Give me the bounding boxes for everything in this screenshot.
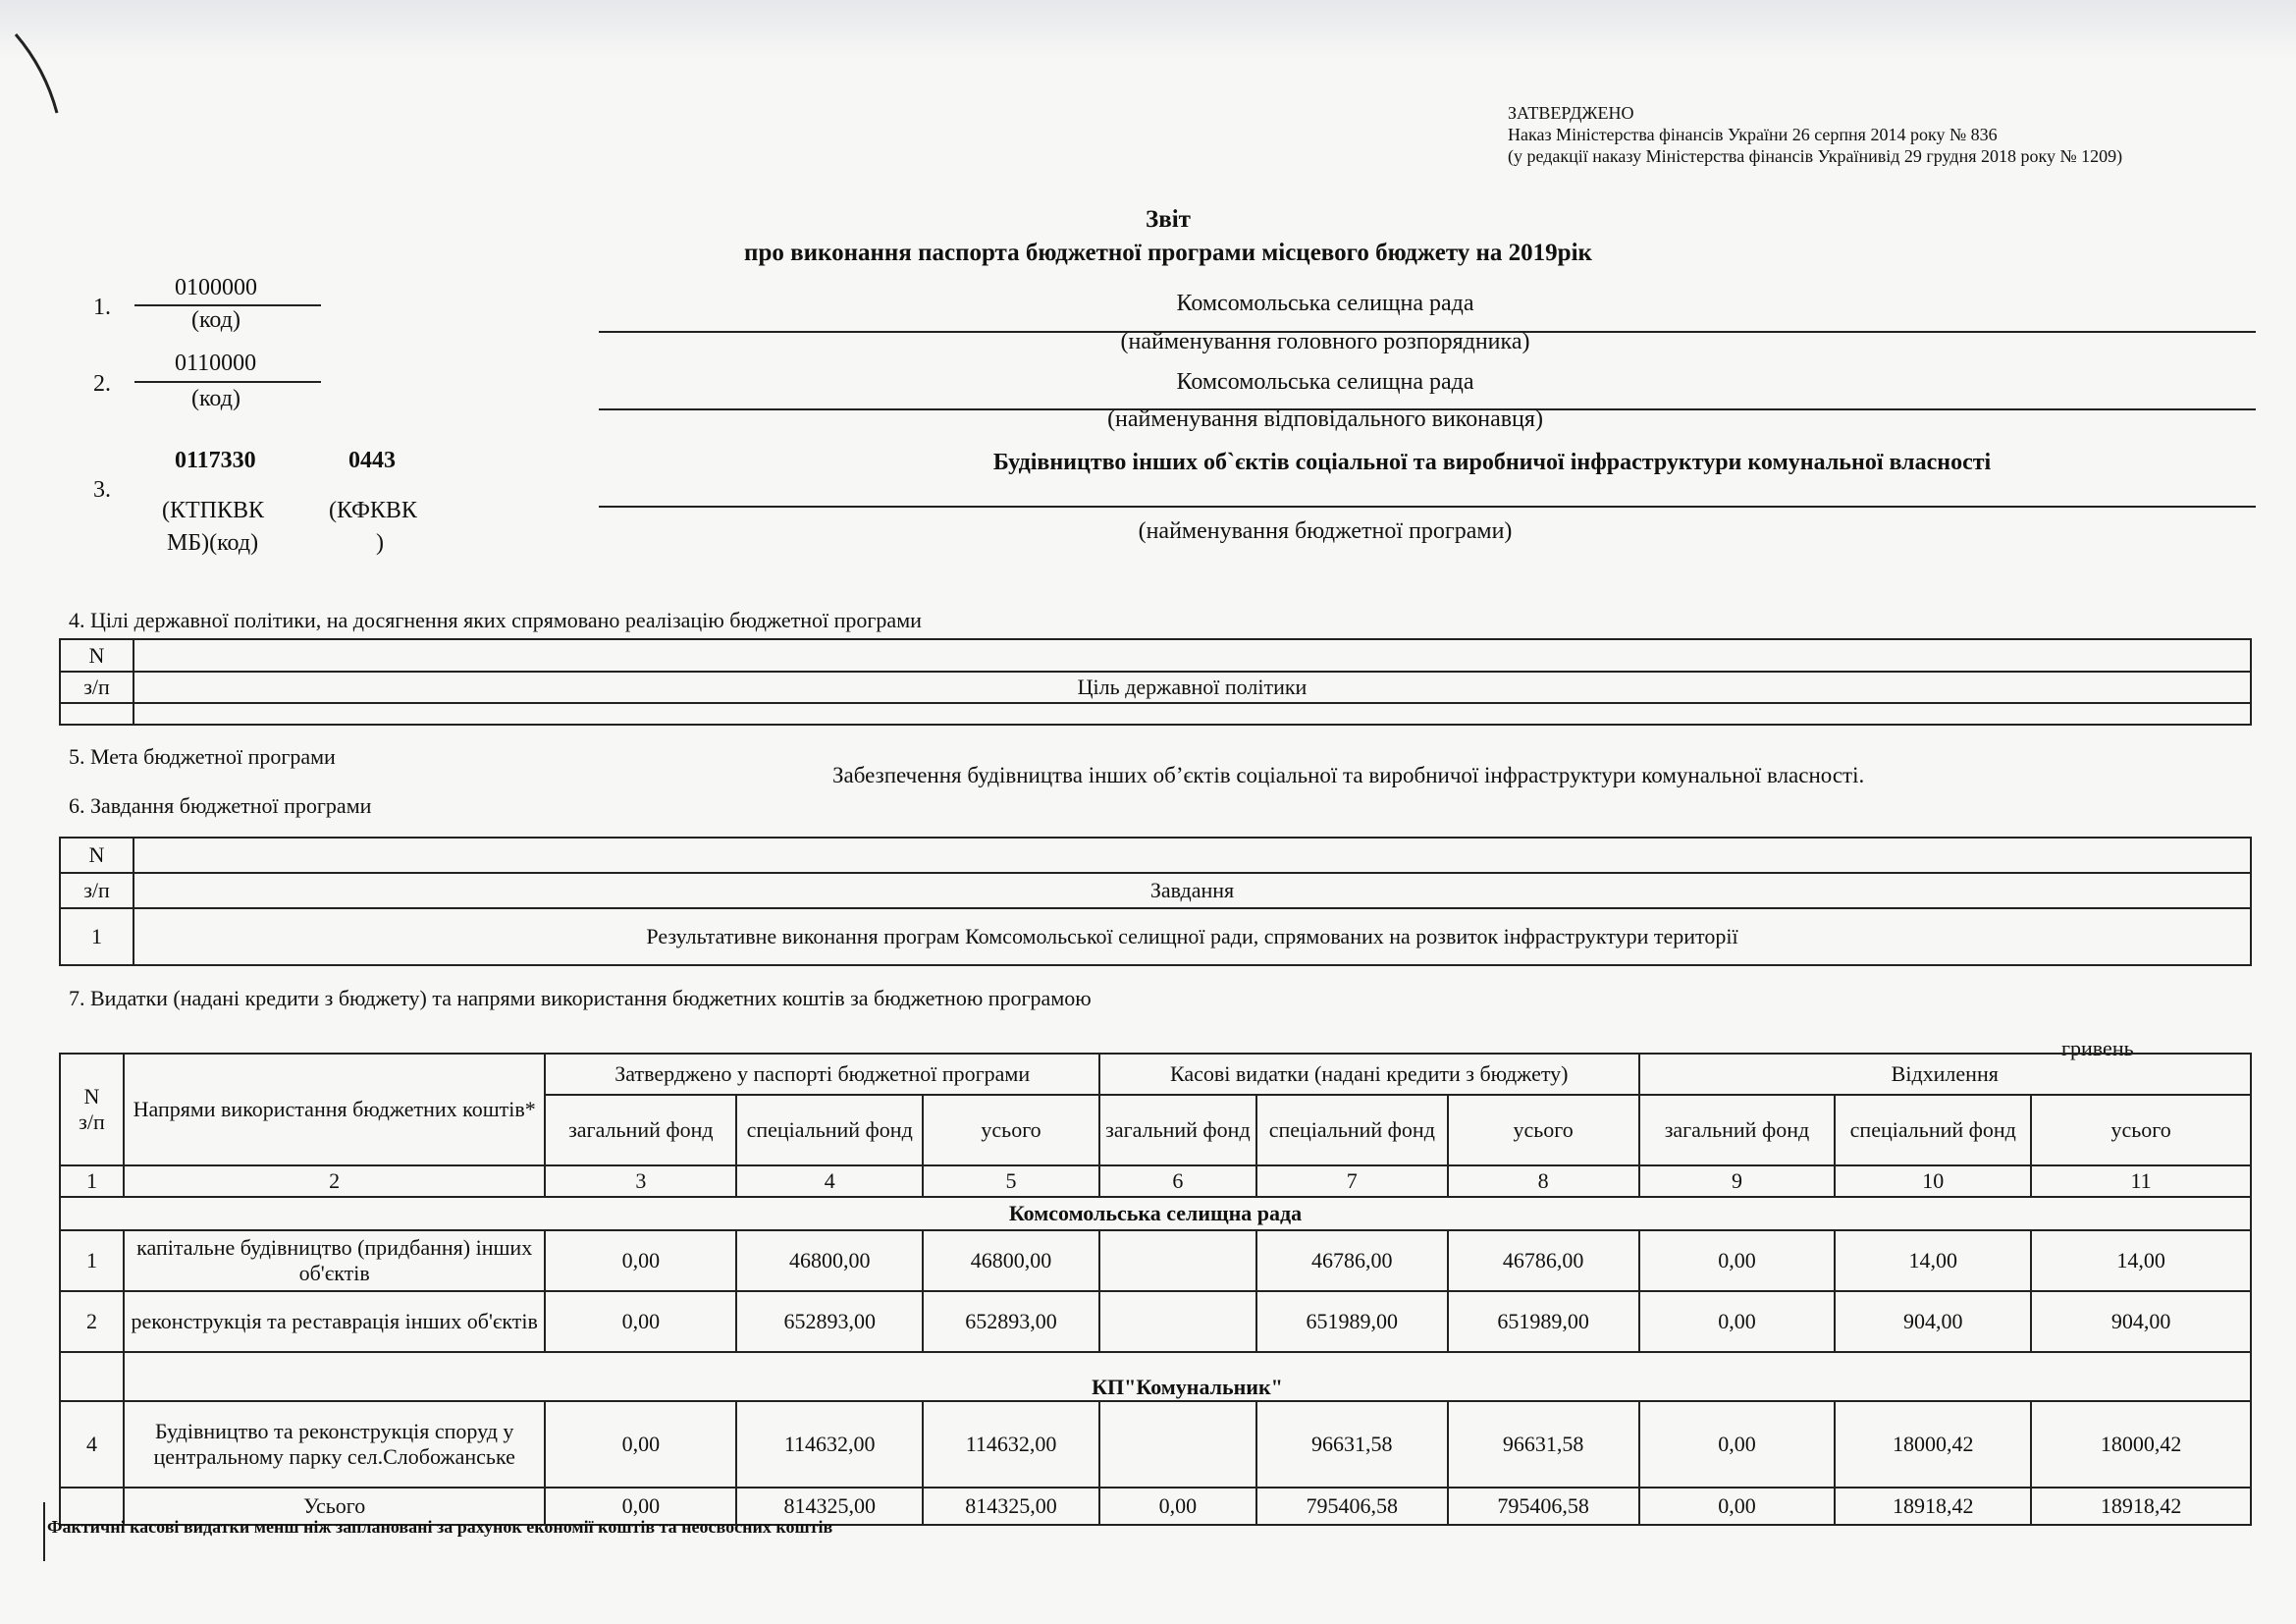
row3-code-ktpkvk: 0117330 [175,448,256,473]
exp-colnum: 11 [2031,1165,2251,1197]
row2-name: Комсомольська селищна рада [1176,369,1474,395]
row2-code-label: (код) [191,386,240,411]
exp-colnum: 8 [1448,1165,1639,1197]
exp-cell: 652893,00 [736,1291,923,1352]
approval-line-1: Наказ Міністерства фінансів України 26 серпня 2014 року № 836 [1508,125,1998,144]
exp-group-cash: Касові видатки (надані кредити з бюджету) [1099,1054,1639,1095]
exp-group-deviation: Відхилення [1639,1054,2251,1095]
exp-cell: 96631,58 [1256,1401,1448,1488]
tasks-row-number: 1 [60,908,133,965]
table-row [60,1230,2251,1291]
exp-cell: 814325,00 [923,1488,1099,1525]
row1-name-label: (найменування головного розпорядника) [1120,329,1530,354]
exp-col-numbers-row [60,1165,2251,1197]
exp-cell: 904,00 [2031,1291,2251,1352]
row2-number: 2. [93,371,111,397]
row1-code-label: (код) [191,307,240,333]
exp-cell: 0,00 [1639,1230,1836,1291]
exp-cell: 0,00 [545,1291,736,1352]
exp-cell [1099,1401,1256,1488]
exp-h-approved-spec: спеціальний фонд [736,1095,923,1165]
exp-cell: 651989,00 [1448,1291,1639,1352]
exp-h-dev-spec: спеціальний фонд [1835,1095,2031,1165]
exp-group-row-1: Комсомольська селищна рада [60,1197,2251,1230]
row3-number: 3. [93,477,111,503]
exp-cell: 795406,58 [1256,1488,1448,1525]
exp-h-approved-gen: загальний фонд [545,1095,736,1165]
tasks-header-spacer [133,838,2251,873]
approval-line-2: (у редакції наказу Міністерства фінансів Українивід 29 грудня 2018 року № 1209) [1508,146,2123,166]
exp-cell: 14,00 [1835,1230,2031,1291]
exp-cell: 46786,00 [1448,1230,1639,1291]
tasks-col-n: N [60,838,133,873]
exp-cell: 18918,42 [2031,1488,2251,1525]
goals-empty-cell [133,703,2251,725]
goals-empty-cell [60,703,133,725]
exp-group-approved: Затверджено у паспорті бюджетної програми [545,1054,1099,1095]
row3-label-kfkvk-b: ) [376,530,384,556]
exp-cell: 795406,58 [1448,1488,1639,1525]
exp-cell: 651989,00 [1256,1291,1448,1352]
exp-colnum: 4 [736,1165,923,1197]
exp-cell: 96631,58 [1448,1401,1639,1488]
exp-cell: 0,00 [1639,1291,1836,1352]
note-margin-line [43,1502,45,1561]
exp-cell-n: 2 [60,1291,124,1352]
exp-h-approved-total: усього [923,1095,1099,1165]
exp-total-label: Усього [124,1488,546,1525]
exp-cell: 114632,00 [736,1401,923,1488]
exp-cell: 18918,42 [1835,1488,2031,1525]
exp-col-direction: Напрями використання бюджетних коштів* [124,1054,546,1165]
goals-col-n [60,639,133,672]
exp-cell: 0,00 [1639,1401,1836,1488]
exp-h-cash-total: усього [1448,1095,1639,1165]
exp-cell [1099,1291,1256,1352]
exp-cell: 114632,00 [923,1401,1099,1488]
exp-h-cash-gen: загальний фонд [1099,1095,1256,1165]
goals-col-goal: Ціль державної політики [133,672,2251,703]
exp-cell-direction: реконструкція та реставрація інших об'єктів [124,1291,546,1352]
exp-cell: 46786,00 [1256,1230,1448,1291]
goals-col-n-line1: N [88,642,105,668]
exp-cell: 0,00 [545,1230,736,1291]
exp-colnum: 1 [60,1165,124,1197]
row3-label-ktpkvk-a: (КТПКВК [162,498,265,523]
exp-cell: 46800,00 [923,1230,1099,1291]
exp-col-n-line2: з/п [79,1110,105,1134]
exp-h-dev-gen: загальний фонд [1639,1095,1836,1165]
exp-colnum: 7 [1256,1165,1448,1197]
table-row [60,1291,2251,1352]
exp-h-cash-spec: спеціальний фонд [1256,1095,1448,1165]
tasks-col-n2: з/п [60,873,133,908]
table-row [60,1401,2251,1488]
exp-cell: 0,00 [545,1401,736,1488]
tasks-row-text: Результативне виконання програм Комсомольської селищної ради, спрямованих на розвиток інфраструктури території [133,908,2251,965]
exp-colnum: 2 [124,1165,546,1197]
currency-unit: гривень [2061,1036,2134,1060]
tasks-table [59,837,2252,966]
exp-cell: 0,00 [1099,1488,1256,1525]
exp-empty-cell [60,1352,124,1401]
row2-name-label: (найменування відповідального виконавця) [1107,406,1543,432]
exp-cell: 0,00 [1639,1488,1836,1525]
row2-code-line [134,381,321,383]
section4-heading: 4. Цілі державної політики, на досягнення яких спрямовано реалізацію бюджетної програми [69,608,922,632]
exp-colnum: 9 [1639,1165,1836,1197]
exp-cell: 904,00 [1835,1291,2031,1352]
exp-cell: 814325,00 [736,1488,923,1525]
tasks-col-task: Завдання [133,873,2251,908]
exp-cell: 18000,42 [2031,1401,2251,1488]
exp-col-n [60,1054,124,1165]
exp-colnum: 10 [1835,1165,2031,1197]
row1-code-line [134,304,321,306]
exp-col-n-line1: N [83,1084,100,1109]
report-title: Звіт [1146,206,1191,233]
expenditure-table [59,1053,2252,1526]
row1-name: Комсомольська селищна рада [1176,291,1474,316]
row3-code-kfkvk: 0443 [348,448,396,473]
row3-label-ktpkvk-b: МБ)(код) [167,530,259,556]
exp-group-row-2: КП"Комунальник" [124,1352,2251,1401]
approval-heading: ЗАТВЕРДЖЕНО [1508,103,1634,123]
exp-cell [1099,1230,1256,1291]
expenditure-note: Фактичні касові видатки менш ніж заплановані за рахунок економії коштів та неосвосних коштів [47,1517,833,1537]
exp-colnum: 5 [923,1165,1099,1197]
row3-program-name: Будівництво інших об`єктів соціальної та виробничої інфраструктури комунальної власності [992,450,1992,475]
exp-cell: 46800,00 [736,1230,923,1291]
exp-colnum: 6 [1099,1165,1256,1197]
exp-cell: 0,00 [545,1488,736,1525]
goals-col-n2: з/п [60,672,133,703]
goals-table [59,638,2252,726]
exp-colnum: 3 [545,1165,736,1197]
row3-name-line [599,506,2256,508]
row1-number: 1. [93,295,111,320]
exp-h-dev-total: усього [2031,1095,2251,1165]
row3-label-kfkvk-a: (КФКВК [329,498,417,523]
row2-code: 0110000 [175,351,257,376]
exp-cell: 652893,00 [923,1291,1099,1352]
row3-name-label: (найменування бюджетної програми) [1138,518,1513,544]
scan-shadow [0,0,2296,59]
section6-heading: 6. Завдання бюджетної програми [69,793,372,818]
approval-block [1508,102,2122,167]
exp-cell-n: 1 [60,1230,124,1291]
section7-heading: 7. Видатки (надані кредити з бюджету) та напрями використання бюджетних коштів за бюджетною програмою [69,986,1092,1010]
exp-cell: 14,00 [2031,1230,2251,1291]
goals-col-goal-spacer [133,639,2251,672]
exp-cell: 18000,42 [1835,1401,2031,1488]
section5-heading: 5. Мета бюджетної програми [69,744,336,769]
report-subtitle: про виконання паспорта бюджетної програми місцевого бюджету на 2019рік [744,240,1592,266]
exp-cell-direction: капітальне будівництво (придбання) інших об'єктів [124,1230,546,1291]
program-goal-text: Забезпечення будівництва інших об’єктів соціальної та виробничої інфраструктури комунальної власності. [832,763,1865,787]
exp-cell-n: 4 [60,1401,124,1488]
pen-mark [6,29,65,118]
exp-cell-direction: Будівництво та реконструкція споруд у центральному парку сел.Слобожанське [124,1401,546,1488]
row1-code: 0100000 [175,275,257,300]
